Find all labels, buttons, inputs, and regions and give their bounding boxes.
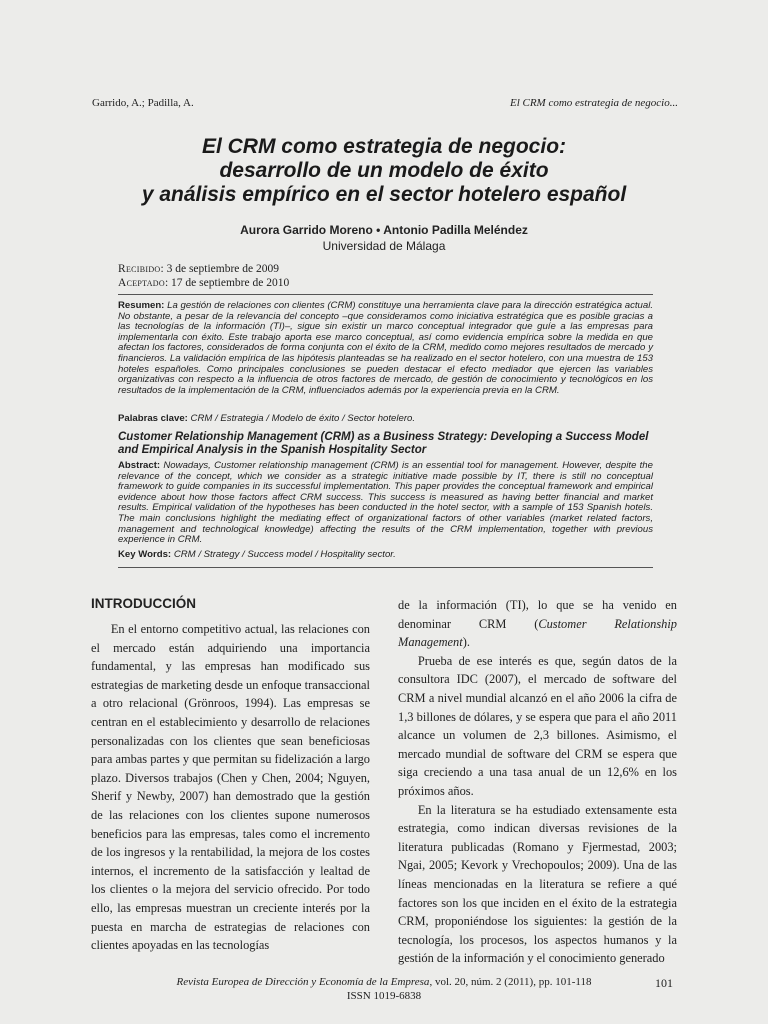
section-heading-introduccion: INTRODUCCIÓN <box>91 596 196 611</box>
affiliation: Universidad de Málaga <box>322 239 446 253</box>
body-column-right <box>398 596 677 968</box>
page-footer <box>0 975 768 1003</box>
journal-citation <box>0 975 768 989</box>
issn: ISSN 1019-6838 <box>346 990 422 1002</box>
paragraph-1-continued <box>398 596 677 652</box>
abstract-en-label: Abstract: <box>118 460 161 471</box>
accepted-value: : 17 de septiembre de 2010 <box>164 277 290 289</box>
title-line-3: y análisis empírico en el sector hotelero español <box>141 183 627 206</box>
paragraph-1-cont-a: de la información (TI), lo que se ha venido en denominar CRM ( <box>398 598 677 631</box>
abstract-es-label: Resumen: <box>118 300 165 311</box>
keywords-es-text: CRM / Estrategia / Modelo de éxito / Sector hotelero. <box>190 413 416 424</box>
received-value: : 3 de septiembre de 2009 <box>160 263 279 275</box>
body-column-left <box>91 596 370 955</box>
abstract-english <box>118 461 653 546</box>
paragraph-1-cont-b: ). <box>462 635 470 650</box>
page-number: 101 <box>655 976 673 990</box>
paragraph-1: En el entorno competitivo actual, las relaciones con el mercado están adquiriendo una importancia fundamental, y las empresas han modificado sus estrategias de marketing desde un enfoque transaccional a otro relacional (Grönroos, 1994). Las empresas se centran en el establecimiento y desarrollo de relaciones personalizadas con los clientes que sean beneficiosas para ambas partes y que permitan su fidelización a largo plazo. Diversos trabajos (Chen y Chen, 2004; Nguyen, Sherif y Newby, 2007) han demostrado que la gestión de las relaciones con los clientes supone numerosos beneficios para las empresas, tales como el incremento de los ingresos y la rentabilidad, la mejora de los costes internos, el incremento de la satisfacción y lealtad de los clientes o la mejora del servicio ofrecido. Por todo ello, las empresas muestran un creciente interés por la puesta en marcha de estrategias de relaciones con clientes apoyadas en las tecnologías <box>91 622 370 953</box>
running-head-title: El CRM como estrategia de negocio... <box>509 97 678 109</box>
keywords-en-label: Key Words: <box>118 549 172 560</box>
running-head-authors: Garrido, A.; Padilla, A. <box>92 97 194 109</box>
keywords-en-text: CRM / Strategy / Success model / Hospitality sector. <box>173 549 396 560</box>
received-label: Recibido <box>118 263 161 275</box>
abstract-box <box>118 294 653 568</box>
abstract-spanish <box>118 301 653 396</box>
title-line-2: desarrollo de un modelo de éxito <box>219 159 549 182</box>
article-title <box>60 135 708 207</box>
abstract-es-text: La gestión de relaciones con clientes (CRM) constituye una herramienta clave para la dirección estratégica actual. No obstante, a pesar de la relevancia del concepto –que consideramos como iniciativa estratégica que es posible gracias a las tecnologías de la información (TI)–, sigue sin existir un marco conceptual integrador que guíe a las empresas para implementarla con éxito. Este trabajo aporta ese marco conceptual, así como evidencia empírica sobre la medida en que afectan los factores, considerados de forma conjunta con el éxito de la CRM, medido como mejores resultados de mercado y financieros. La validación empírica de las hipótesis planteadas se ha realizado en el sector hotelero, con una muestra de 153 hoteles españoles. Como principales conclusiones se pueden destacar el efecto mediador que ejercen las variables organizativas con respecto a la influencia de otros factores de mercado, de gestión de conocimiento y tecnológicos en los resultados de la implementación de la CRM, influenciados además por la experiencia previa en la CRM. <box>118 300 653 396</box>
journal-name: Revista Europea de Dirección y Economía de la Empresa <box>176 976 430 988</box>
authors: Aurora Garrido Moreno • Antonio Padilla Meléndez <box>240 223 528 237</box>
paragraph-3: En la literatura se ha estudiado extensamente esta estrategia, como indican diversas revisiones de la literatura publicadas (Romano y Fjermestad, 2003; Ngai, 2005; Kevork y Vrechopoulos; 2009). Una de las líneas mencionadas en la literatura se refiere a qué factores son los que inciden en el éxito de la estrategia CRM, proponiéndose los siguientes: la gestión de la tecnología, los procesos, los aspectos humanos y la gestión de la información y el conocimiento generado <box>398 802 677 966</box>
title-line-1: El CRM como estrategia de negocio: <box>201 135 567 158</box>
english-title: Customer Relationship Management (CRM) as a Business Strategy: Developing a Success Model and Empirical Analysis in the Spanish Hospitality Sector <box>118 431 649 456</box>
paragraph-2: Prueba de ese interés es que, según datos de la consultora IDC (2007), el mercado de software del CRM a nivel mundial alcanzó en el año 2006 la cifra de 1,3 billones de dólares, y se espera que para el año 2011 alcance un volumen de 2,3 billones. Asimismo, el mercado mundial de software del CRM se espera que siga creciendo a una tasa anual de un 12,6% en los próximos años. <box>398 653 677 798</box>
accepted-label: Aceptado <box>118 277 165 289</box>
accepted-date <box>118 276 289 290</box>
abstract-en-text: Nowadays, Customer relationship management (CRM) is an essential tool for management. However, despite the relevance of the concept, which we consider as a strategic initiative made possible by IT, there is still no conceptual framework to guide companies in its successful implementation. This paper provides the conceptual framework and empirical evidence about how those factors affect CRM success. This success is measured as having better financial and market results. Empirical validation of the hypotheses has been conducted in the hotel sector, with a sample of 153 Spanish hotels. The main conclusions highlight the mediating effect of organizational factors of other variables (market related factors, management and technological knowledge) affecting the results of the CRM implementation, together with previous experience in CRM. <box>118 460 653 546</box>
received-date <box>118 262 289 276</box>
keywords-es-label: Palabras clave: <box>118 413 188 424</box>
keywords-english <box>118 550 653 561</box>
crm-term: Customer Relationship Management <box>398 616 677 650</box>
article-dates <box>118 262 289 290</box>
keywords-spanish <box>118 414 653 425</box>
journal-details: , vol. 20, núm. 2 (2011), pp. 101-118 <box>429 976 592 988</box>
